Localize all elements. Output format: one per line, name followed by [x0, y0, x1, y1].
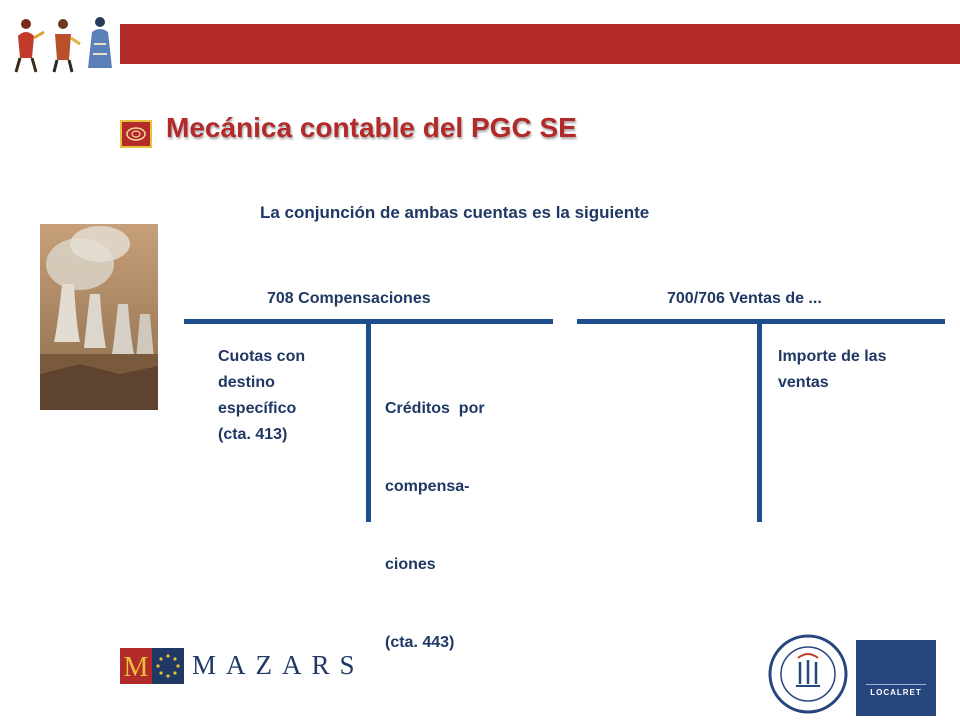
account-title: 708 Compensaciones	[267, 290, 431, 307]
title-bullet-icon	[120, 120, 152, 148]
page-title: Mecánica contable del PGC SE	[166, 112, 577, 143]
credit-entry	[385, 344, 535, 682]
entry-line: Importe de las	[778, 348, 887, 365]
figure-icon	[88, 17, 112, 68]
localret-wordmark: LOCALRET	[870, 688, 922, 697]
logo-divider	[866, 684, 926, 685]
localret-logo	[856, 640, 936, 716]
header-band	[120, 24, 960, 64]
svg-text:M: M	[123, 652, 149, 683]
entry-line: (cta. 413)	[218, 426, 288, 443]
decorative-figures-logo	[8, 14, 118, 76]
entry-line: Créditos por	[385, 400, 485, 417]
mazars-wordmark: MAZARS	[192, 650, 365, 680]
mazars-logo-mark	[120, 648, 184, 684]
entry-line: ventas	[778, 374, 829, 391]
credit-entry	[778, 344, 938, 396]
figure-icon	[16, 19, 44, 72]
t-account-divider	[757, 324, 762, 522]
account-title: 700/706 Ventas de ...	[667, 290, 822, 307]
entry-line: (cta. 443)	[385, 634, 455, 651]
figure-icon	[54, 19, 80, 72]
cooling-towers-photo	[40, 224, 158, 410]
entry-line: destino	[218, 374, 275, 391]
university-seal-logo	[768, 634, 848, 714]
entry-line: específico	[218, 400, 297, 417]
entry-line: ciones	[385, 556, 436, 573]
debit-entry	[218, 344, 358, 448]
t-account-divider	[366, 324, 371, 522]
intro-text: La conjunción de ambas cuentas es la siguiente	[260, 203, 650, 222]
entry-line: Cuotas con	[218, 348, 306, 365]
entry-line: compensa-	[385, 478, 470, 495]
